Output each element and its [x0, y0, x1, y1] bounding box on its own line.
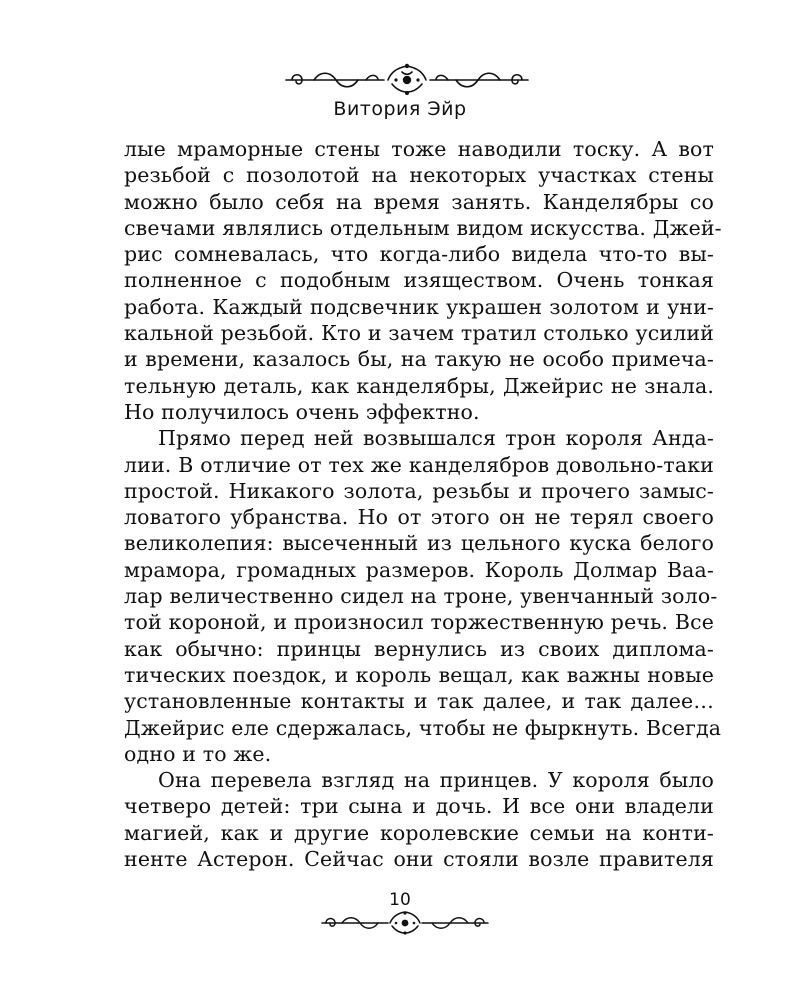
- text-line: Она перевела взгляд на принцев. У короля было: [158, 768, 714, 793]
- text-line: и времени, казалось бы, на такую не особо примеча-: [124, 347, 714, 372]
- text-line: Прямо перед ней возвышался трон короля Андa-: [158, 426, 714, 451]
- paragraph: [124, 136, 722, 425]
- top-flourish-ornament-icon: [284, 62, 530, 98]
- running-head-author: Витория Эйр: [333, 98, 467, 120]
- text-line: великолепия: высеченный из цельного куска белого: [124, 531, 714, 556]
- paragraph: [124, 425, 722, 767]
- text-line: четверо детей: три сына и дочь. И все они владели: [124, 794, 714, 819]
- text-line: ловатого убранства. Но от этого он не терял своего: [124, 505, 714, 530]
- text-line: кальной резьбой. Кто и зачем тратил столько усилий: [124, 321, 714, 346]
- text-line: рис сомневалась, что когда-либо видела что-то вы-: [124, 242, 714, 267]
- text-line: Но получилось очень эффектно.: [124, 399, 480, 424]
- text-line: лии. В отличие от тех же канделябров довольно-таки: [124, 452, 714, 477]
- text-line: тельную деталь, как канделябры, Джейрис не знала.: [124, 373, 714, 398]
- bottom-flourish-ornament-icon: [320, 910, 490, 936]
- text-line: лые мраморные стены тоже наводили тоску. А вот: [124, 137, 714, 161]
- text-line: мрамора, громадных размеров. Король Долмар Ваа-: [124, 557, 714, 582]
- text-line: свечами являлись отдельным видом искусства. Джей-: [124, 215, 722, 240]
- text-line: резьбой с позолотой на некоторых участках стены: [124, 163, 714, 188]
- text-line: ненте Астерон. Сейчас они стояли возле правителя: [124, 847, 714, 872]
- text-line: установленные контакты и так далее, и так далее…: [124, 689, 714, 714]
- text-line: тических поездок, и король вещал, как важны новые: [124, 662, 714, 687]
- text-line: можно было себя на время занять. Канделябры со: [124, 189, 714, 214]
- body-text: [124, 136, 722, 872]
- paragraph: [124, 767, 714, 872]
- text-line: работа. Каждый подсвечник украшен золотом и уни-: [124, 294, 714, 319]
- text-line: магией, как и другие королевские семьи на конти-: [124, 820, 714, 845]
- text-line: Джейрис еле сдержалась, чтобы не фыркнуть. Всегда: [124, 715, 722, 740]
- text-line: лар величественно сидел на троне, увенчанный золо-: [124, 584, 718, 609]
- text-line: как обычно: принцы вернулись из своих диплома-: [124, 636, 714, 661]
- text-line: полненное с подобным изяществом. Очень тонкая: [124, 268, 714, 293]
- text-line: той короной, и произносил торжественную речь. Все: [124, 610, 714, 635]
- text-line: одно и то же.: [124, 741, 272, 766]
- page-number: 10: [389, 890, 411, 910]
- text-line: простой. Никакого золота, резьбы и прочего замыс-: [124, 478, 714, 503]
